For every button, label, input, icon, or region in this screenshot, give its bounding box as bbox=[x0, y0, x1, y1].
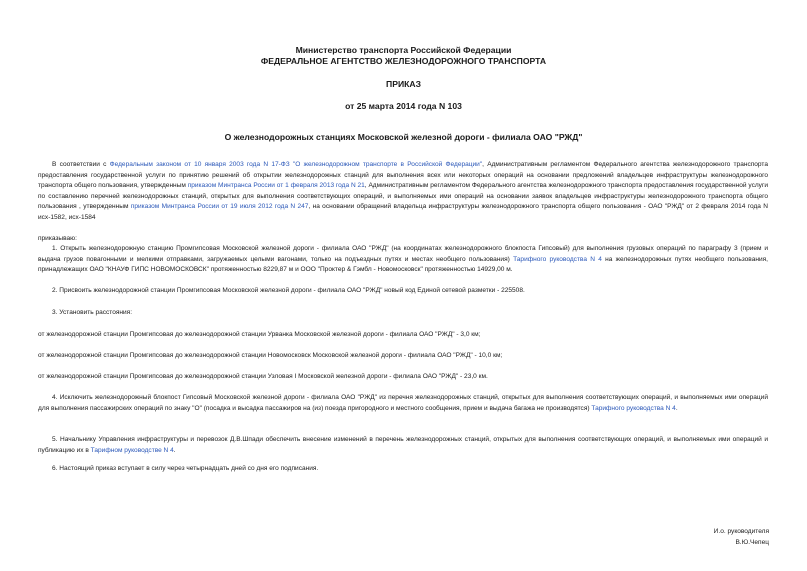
mintrans-order-247-link[interactable]: приказом Минтранса России от 19 июля 2012 года N 247 bbox=[130, 203, 309, 210]
item-1-text-b: на железнодорожных путях необщего пользования, принадлежащих ОАО "КНАУФ ГИПС НОВОМОСКОВСК" протяженностью 8229,87 м и ООО "Проктер & Гэмбл - Новомосковск" протяженностью 14929,00 м. bbox=[38, 255, 768, 273]
tariff-guide-link-1[interactable]: Тарифного руководства N 4 bbox=[513, 255, 602, 263]
distance-novomoskovsk: от железнодорожной станции Промгипсовая до железнодорожной станции Новомосковск Московской железной дороги - филиала ОАО "РЖД" - 10,0 км; bbox=[38, 352, 503, 359]
ministry-heading: Министерство транспорта Российской Федерации bbox=[295, 45, 512, 55]
item-2-paragraph: 2. Присвоить железнодорожной станции Промгипсовая Московской железной дороги - филиала ОАО "РЖД" новый код Единой сетевой разметки - 225508. bbox=[52, 287, 525, 294]
preamble-text-2: , Административным регламентом Федерального агентства железнодорожного транспорта предоставления государственной услуги по принятию решений об открытии железнодорожных станций для выполнения всех или некоторых операций на основании предложений владельцев инфраструктуры железнодорожного транспорта общего пользования, утвержденным bbox=[38, 161, 768, 189]
distance-uzlovaya: от железнодорожной станции Промгипсовая до железнодорожной станции Узловая I Московской железной дороги - филиала ОАО "РЖД" - 23,0 км. bbox=[38, 373, 488, 380]
item-4-text-b: . bbox=[675, 404, 678, 412]
document-title: О железнодорожных станциях Московской железной дороги - филиала ОАО "РЖД" bbox=[224, 132, 583, 142]
document-date-number: от 25 марта 2014 года N 103 bbox=[345, 101, 462, 111]
mintrans-order-21-link[interactable]: приказом Минтранса России от 1 февраля 2013 года N 21 bbox=[187, 182, 365, 189]
item-1-text-a: 1. Открыть железнодорожную станцию Промгипсовая Московской железной дороги - филиала ОАО "РЖД" (на координатах железнодорожного блокпоста Гипсовый) для выполнения грузовых операций по параграфу 3 (прием и выдача грузов повагонными и мелкими отправками, загружаемых целыми вагонами, только на подъездных путях и местах необщего пользования) bbox=[38, 245, 768, 263]
item-4-text-a: 4. Исключить железнодорожный блокпост Гипсовый Московской железной дороги - филиала ОАО "РЖД" из перечня железнодорожных станций, открытых для выполнения соответствующих операций, и выполняемых ими операций для выполнения пассажирских операций по знаку "О" (посадка и высадка пассажиров на (из) поезда пригородного и местного сообщения, прием и выдача багажа не производятся) bbox=[38, 394, 768, 412]
item-5-text-a: 5. Начальнику Управления инфраструктуры и перевозок Д.В.Шпади обеспечить внесение изменений в перечень железнодорожных станций, открытых для выполнения соответствующих операций, и выполняемых ими операций и публикацию их в bbox=[38, 436, 768, 454]
item-3-paragraph: 3. Установить расстояния: bbox=[52, 309, 133, 316]
tariff-guide-link-2[interactable]: Тарифного руководства N 4 bbox=[591, 404, 676, 412]
signatory-name: В.Ю.Чепец bbox=[735, 539, 769, 546]
document-type: ПРИКАЗ bbox=[386, 79, 421, 89]
federal-law-link[interactable]: Федеральным законом от 10 января 2003 года N 17-ФЗ "О железнодорожном транспорте в Российской Федерации" bbox=[109, 161, 483, 168]
item-5-paragraph bbox=[38, 435, 768, 456]
item-1-paragraph bbox=[38, 244, 768, 276]
item-4-paragraph bbox=[38, 393, 768, 414]
signatory-position: И.о. руководителя bbox=[713, 528, 769, 535]
order-word: приказываю: bbox=[38, 235, 77, 242]
preamble-text-4: , на основании обращений владельца инфраструктуры железнодорожного транспорта общего пользования - ОАО "РЖД" от 2 февраля 2014 года N исх-1582, исх-1584 bbox=[38, 203, 768, 221]
preamble-text-1: В соответствии с bbox=[52, 161, 110, 168]
item-6-paragraph: 6. Настоящий приказ вступает в силу через четырнадцать дней со дня его подписания. bbox=[52, 465, 319, 472]
tariff-guide-link-3[interactable]: Тарифном руководстве N 4 bbox=[90, 446, 174, 454]
preamble-paragraph bbox=[38, 160, 768, 223]
agency-heading: ФЕДЕРАЛЬНОЕ АГЕНТСТВО ЖЕЛЕЗНОДОРОЖНОГО ТРАНСПОРТА bbox=[260, 56, 547, 66]
distance-urvanka: от железнодорожной станции Промгипсовая до железнодорожной станции Урванка Московской железной дороги - филиала ОАО "РЖД" - 3,0 км; bbox=[38, 331, 481, 338]
preamble-text-3: , Административным регламентом Федерального агентства железнодорожного транспорта предоставления государственной услуги по составлению перечней железнодорожных станций, открытых для выполнения соответствующих операций, и выполняемых ими операций на основании заявок владельцев инфраструктуры железнодорожного транспорта общего пользования , утвержденным bbox=[38, 182, 769, 210]
item-5-text-b: . bbox=[173, 446, 176, 454]
